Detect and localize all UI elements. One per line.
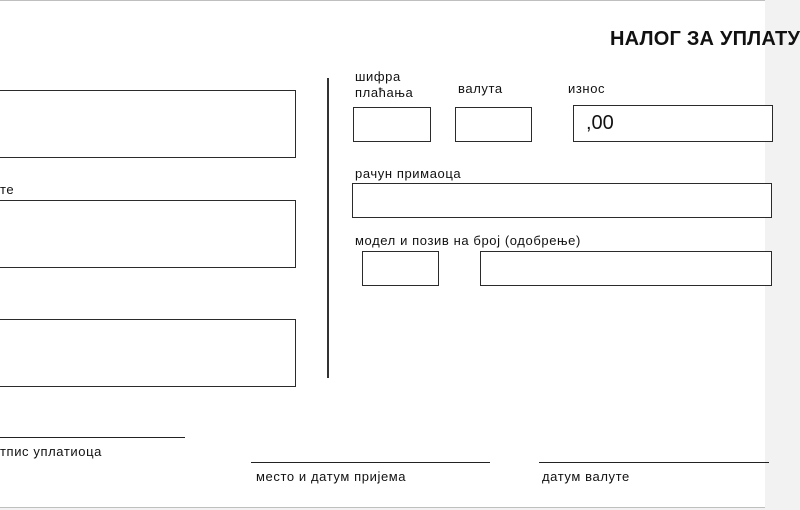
- model-field[interactable]: [362, 251, 439, 286]
- payment-code-field[interactable]: [353, 107, 431, 142]
- reference-number-field[interactable]: [480, 251, 772, 286]
- column-divider: [327, 78, 329, 378]
- place-date-receipt-label: место и датум пријема: [256, 469, 407, 484]
- currency-label: валута: [458, 81, 503, 96]
- payer-signature-label: тпис уплатиоца: [0, 444, 102, 459]
- model-reference-label: модел и позив на број (одобрење): [355, 233, 581, 248]
- payer-field[interactable]: [0, 90, 296, 158]
- value-date-label: датум валуте: [542, 469, 630, 484]
- recipient-account-label: рачун примаоца: [355, 166, 462, 181]
- amount-label: износ: [568, 81, 606, 96]
- form-title: НАЛОГ ЗА УПЛАТУ: [610, 28, 800, 50]
- amount-field[interactable]: [573, 105, 773, 142]
- payment-purpose-field[interactable]: [0, 200, 296, 268]
- recipient-account-field[interactable]: [352, 183, 772, 218]
- value-date-line: [539, 462, 769, 463]
- currency-field[interactable]: [455, 107, 532, 142]
- purpose-label: те: [0, 182, 15, 197]
- place-date-receipt-line: [251, 462, 490, 463]
- payment-code-label: шифра плаћања: [355, 69, 414, 100]
- recipient-field[interactable]: [0, 319, 296, 387]
- payer-signature-line: [0, 437, 185, 438]
- amount-input[interactable]: [574, 106, 772, 141]
